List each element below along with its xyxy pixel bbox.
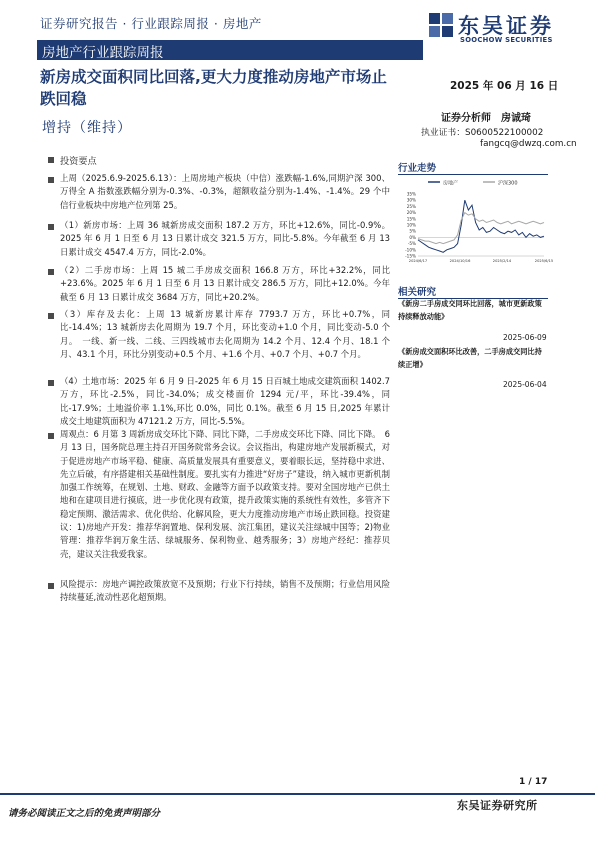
logo-text-en: SOOCHOW SECURITIES <box>460 36 553 44</box>
paragraph-risk: 风险提示：房地产调控政策放宽不及预期；行业下行持续，销售不及预期；行业信用风险持续蔓延,流动性恶化超预期。 <box>60 579 390 603</box>
paragraph-secondhand: （2）二手房市场：上周 15 城二手房成交面积 166.8 万方，环比+32.2%，同比+23.6%。2025 年 6 月 1 日至 6 月 13 日累计成交 286.5 万方，同比+12.0%。今年截至 6 月 13 日累计成交 3684 万方，同比+20.2%。 <box>60 265 390 302</box>
x-tick-label: 2024/10/16 <box>449 259 471 263</box>
paragraph-view: 周观点：6 月第 3 周新房成交环比下降、同比下降，二手房成交环比下降、同比下降。 6 月 13 日，国务院总理主持召开国务院常务会议。会议指出，构建房地产发展新模式，对于促进房地产市场平稳、健康、高质量发展具有重要意义，要着眼长远，坚持稳中求进、先立后破，有序搭建相关基础性制度。要扎实有力推进“好房子”建设，纳入城市更新机制加强工作统筹，在规划、土地、财政、金融等方面予以政策支持。要对全国房地产已供土地和在建项目进行摸底，进一步优化现有政策，提升政策实施的系统性有效性，多管齐下稳定预期、激活需求、优化供给、化解风险，更大力度推动房地产市场止跌回稳。投资建议：1)房地产开发：推荐华润置地、保利发展、滨江集团，建议关注绿城中国等；2)物业管理：推荐华润万象生活、绿城服务、保利物业、越秀服务；3）房地产经纪：推荐贝壳，建议关注我爱我家。 <box>60 429 390 559</box>
x-tick-label: 2025/6/15 <box>534 259 554 263</box>
report-date: 2025 年 06 月 16 日 <box>450 80 559 92</box>
legend-label: 沪深300 <box>498 180 518 187</box>
bullet-icon <box>48 583 54 589</box>
related-date: 2025-06-04 <box>503 380 547 389</box>
report-type-label: 房地产行业跟踪周报 <box>42 45 164 61</box>
analyst-email[interactable]: fangcq@dwzq.com.cn <box>480 139 577 149</box>
y-tick-label: -15% <box>405 253 416 259</box>
invest-heading: 投资要点 <box>60 156 97 167</box>
bullet-icon <box>48 177 54 183</box>
x-tick-label: 2024/6/17 <box>408 259 428 263</box>
trend-chart <box>396 176 554 266</box>
analyst-cert: 执业证书：S0600522100002 <box>421 128 544 138</box>
y-tick-label: 20% <box>406 210 416 216</box>
series-line <box>418 200 544 252</box>
y-tick-label: 0% <box>409 234 416 240</box>
firm-name: 东吴证券研究所 <box>457 799 538 812</box>
bullet-icon <box>48 433 54 439</box>
paragraph-new-homes: （1）新房市场：上周 36 城新房成交面积 187.2 万方，环比+12.6%，同比-0.9%。2025 年 6 月 1 日至 6 月 13 日累计成交 321.5 万方，同比-5.8%。今年截至 6 月 13 日累计成交 4547.4 万方，同比-2.0%。 <box>60 220 390 257</box>
y-tick-label: 5% <box>409 228 416 234</box>
trend-title: 行业走势 <box>398 163 437 174</box>
disclaimer-note: 请务必阅读正文之后的免责声明部分 <box>8 808 161 819</box>
breadcrumb: 证券研究报告 · 行业跟踪周报 · 房地产 <box>40 16 262 31</box>
related-date: 2025-06-09 <box>503 333 547 342</box>
logo-mark-icon <box>428 12 454 38</box>
y-tick-label: 25% <box>406 203 416 209</box>
paragraph-inventory: （3）库存及去化：上周 13 城新房累计库存 7793.7 万方，环比+0.7%，同比-14.4%；13 城新房去化周期为 19.7 个月，环比变动+1.0 个月，同比变动-5.0 个月。 一线、新一线、二线、三四线城市去化周期为 14.2 个月、12.4 个月、18.1 个月、43.1 个月，环比分别变动+0.5 个月、+1.6 个月、+0.7 个月、+0.7 个月。 <box>60 309 390 359</box>
analyst-name: 证券分析师 房诚琦 <box>441 113 531 124</box>
y-tick-label: 30% <box>406 197 416 203</box>
related-title: 相关研究 <box>398 287 437 298</box>
page-number: 1 / 17 <box>519 777 548 787</box>
y-tick-label: -5% <box>407 241 416 247</box>
related-item[interactable]: 《新房成交面积环比改善，二手房成交同比持续正增》 <box>398 347 542 369</box>
bullet-icon <box>48 224 54 230</box>
bullet-icon <box>48 380 54 386</box>
y-tick-label: -10% <box>405 247 416 253</box>
y-tick-label: 10% <box>406 222 416 228</box>
bullet-icon <box>48 313 54 319</box>
related-item[interactable]: 《新房二手房成交同环比回落，城市更新政策持续释放动能》 <box>398 299 542 321</box>
bullet-icon <box>48 269 54 275</box>
report-title: 新房成交面积同比回落,更大力度推动房地产市场止跌回稳 <box>40 68 387 108</box>
series-line <box>418 213 544 244</box>
footer-rule <box>0 793 595 795</box>
legend-label: 房地产 <box>443 180 459 187</box>
company-logo <box>428 8 568 52</box>
x-tick-label: 2025/2/14 <box>492 259 512 263</box>
trend-rule <box>398 174 548 175</box>
paragraph-weekly: 上周（2025.6.9-2025.6.13）：上周房地产板块（中信）涨跌幅-1.6%,同期沪深 300、万得全 A 指数涨跌幅分别为-0.3%、-0.3%，超额收益分别为-1.4%、-1.4%。29 个中信行业板块中房地产位列第 25。 <box>60 173 390 210</box>
paragraph-land: （4）土地市场：2025 年 6 月 9 日-2025 年 6 月 15 日百城土地成交建筑面积 1402.7 万方，环比-2.5%，同比-34.0%；成交楼面价 1294 元/平，环比-39.4%，同比-17.9%；土地溢价率 1.1%,环比 0.0%，同比 0.1%。截至 6 月 15 日,2025 年累计成交土地建筑面积为 47121.2 万方，同比-5.5%。 <box>60 376 390 426</box>
logo-text-cn: 东吴证券 <box>458 14 554 38</box>
y-tick-label: 15% <box>406 216 416 222</box>
y-tick-label: 35% <box>406 191 416 197</box>
rating-label: 增持（维持） <box>42 120 132 136</box>
bullet-icon <box>48 157 54 163</box>
